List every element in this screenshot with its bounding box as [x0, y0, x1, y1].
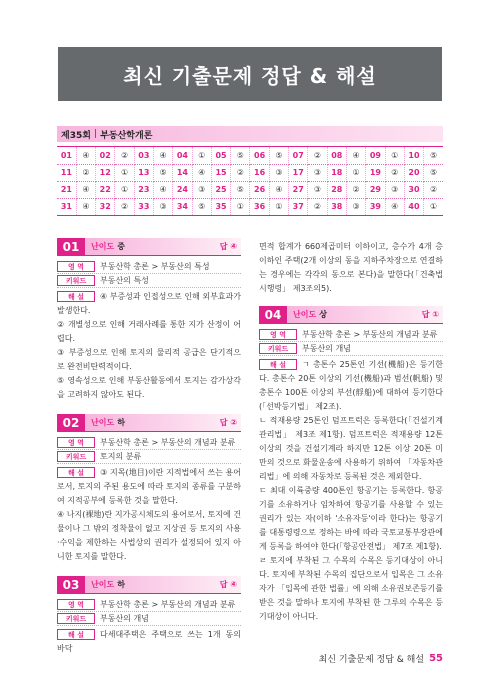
explain-text: ④ 부증성과 인접성으로 인해 외부효과가 발생한다. — [57, 292, 241, 315]
answer-cell: ② — [115, 198, 134, 215]
question-header-04 — [259, 306, 443, 324]
question-number-cell: 23 — [134, 181, 153, 198]
keyword-row — [57, 274, 241, 288]
question-number-cell: 19 — [366, 164, 385, 181]
keyword-tag: 키워드 — [57, 613, 95, 624]
difficulty: 난이도 하 — [91, 579, 125, 589]
explanation — [57, 290, 241, 402]
answer-cell: ① — [231, 198, 250, 215]
answer-sheet — [57, 126, 443, 216]
answer-cell: ③ — [153, 198, 172, 215]
answer-cell: ① — [192, 147, 211, 164]
question-number-cell: 06 — [250, 147, 269, 164]
difficulty: 난이도 하 — [91, 417, 125, 427]
explain-text: ③ 지목(地目)이란 지적법에서 쓰는 용어로서, 토지의 주된 용도에 따라 토지의 종류를 구분하여 지적공부에 등록한 것을 말한다. — [57, 468, 241, 505]
question-number: 03 — [57, 576, 85, 594]
question-number-cell: 40 — [404, 198, 423, 215]
answer-cell: ② — [308, 147, 327, 164]
answer-cell: ① — [269, 198, 288, 215]
answer-row — [57, 164, 443, 181]
answer-cell: ⑤ — [231, 181, 250, 198]
area-tag: 영 역 — [57, 599, 95, 610]
question-number-cell: 37 — [289, 198, 308, 215]
question-number: 01 — [57, 238, 85, 256]
keyword-value: 토지의 분류 — [100, 451, 142, 461]
question-number-cell: 29 — [366, 181, 385, 198]
question-number-cell: 03 — [134, 147, 153, 164]
question-number-cell: 01 — [57, 147, 76, 164]
question-number-cell: 27 — [289, 181, 308, 198]
area-row — [57, 598, 241, 612]
answer-cell: ② — [424, 181, 443, 198]
keyword-value: 부동산의 특성 — [100, 275, 149, 285]
explain-tag: 해 설 — [57, 291, 95, 302]
question-number-cell: 31 — [57, 198, 76, 215]
question-number-cell: 10 — [404, 147, 423, 164]
question-number-cell: 15 — [211, 164, 230, 181]
question-number-cell: 38 — [327, 198, 346, 215]
answer-cell: ② — [308, 198, 327, 215]
explain-text: 면적 합계가 660제곱미터 이하이고, 층수가 4개 층 이하인 주택(2개 이상의 동을 지하주차장으로 연결하는 경우에는 각각의 동으로 본다)을 말한다(「건축법 시행령」 제3조의5). — [259, 242, 443, 293]
keyword-value: 부동산의 개념 — [302, 343, 351, 353]
answer-cell: ③ — [385, 181, 404, 198]
question-number-cell: 35 — [211, 198, 230, 215]
page-number: 55 — [429, 653, 443, 664]
answer-cell: ③ — [192, 181, 211, 198]
left-column — [57, 238, 241, 656]
question-number-cell: 02 — [96, 147, 115, 164]
difficulty: 난이도 상 — [293, 309, 327, 319]
question-number-cell: 16 — [250, 164, 269, 181]
explain-text: ㄴ 적재용량 25톤인 덤프트럭은 등록한다(「건설기계관리법」 제3조 제1항). 덤프트럭은 적재용량 12톤 이상의 것을 건설기계라 하지만 12톤 이상 20톤 미만의 것으로 화물운송에 사용하기 위하여 「자동차관리법」에 의해 자동차로 등록된 것은 제외한다. — [259, 416, 443, 481]
question-number-cell: 30 — [404, 181, 423, 198]
explain-tag: 해 설 — [259, 359, 297, 370]
question-number-cell: 20 — [404, 164, 423, 181]
subject-label: 부동산학개론 — [100, 130, 153, 141]
answer-cell: ④ — [153, 181, 172, 198]
question-number-cell: 12 — [96, 164, 115, 181]
answer-cell: ④ — [346, 147, 365, 164]
question-number-cell: 17 — [289, 164, 308, 181]
question-number-cell: 28 — [327, 181, 346, 198]
explain-text: ㄹ 토지에 부착된 그 수목의 수목은 등기대상이 아니다. 토지에 부착된 수목의 집단으로서 입목은 그 소유자가 「입목에 관한 법률」에 의해 소유권보존등기를 받은 것을 말하나 토지에 부착된 한 그루의 수목은 등기대상이 아니다. — [259, 556, 443, 621]
question-number: 04 — [259, 306, 287, 324]
answer-cell: ④ — [76, 198, 95, 215]
answer-cell: ⑤ — [153, 164, 172, 181]
answer-cell: ① — [385, 147, 404, 164]
area-tag: 영 역 — [57, 437, 95, 448]
explain-tag: 해 설 — [57, 467, 95, 478]
answer-label: 답 ② — [219, 417, 237, 427]
question-number-cell: 24 — [173, 181, 192, 198]
explain-text: ③ 부증성으로 인해 토지의 물리적 공급은 단기적으로 완전비탄력적이다. — [57, 348, 241, 371]
question-number-cell: 04 — [173, 147, 192, 164]
explanation — [57, 628, 241, 656]
question-header-03 — [57, 576, 241, 594]
area-value: 부동산학 총론 > 부동산의 개념과 분류 — [302, 329, 438, 339]
area-tag: 영 역 — [259, 329, 297, 340]
answer-cell: ① — [346, 164, 365, 181]
answer-cell: ⑤ — [231, 147, 250, 164]
area-row — [57, 260, 241, 274]
explanation — [259, 358, 443, 624]
question-number-cell: 09 — [366, 147, 385, 164]
answer-grid — [57, 147, 443, 216]
question-header-01 — [57, 238, 241, 256]
answer-row — [57, 198, 443, 215]
session-label: 제35회 — [61, 130, 91, 141]
answer-row — [57, 181, 443, 198]
explain-text: ④ 나지(裸地)란 지가공시체도의 용어로서, 토지에 건물이나 그 밖의 정착물이 없고 지상권 등 토지의 사용·수익을 제한하는 사법상의 권리가 설정되어 있지 아니한 토지를 말한다. — [57, 510, 241, 561]
answer-label: 답 ④ — [219, 241, 237, 251]
question-number-cell: 07 — [289, 147, 308, 164]
area-value: 부동산학 총론 > 부동산의 개념과 분류 — [100, 437, 236, 447]
answer-cell: ⑤ — [424, 164, 443, 181]
answer-cell: ④ — [192, 164, 211, 181]
answer-cell: ② — [231, 164, 250, 181]
question-number-cell: 14 — [173, 164, 192, 181]
keyword-row — [259, 342, 443, 356]
answer-cell: ③ — [269, 164, 288, 181]
separator: | — [93, 129, 98, 139]
answer-label: 답 ① — [421, 309, 439, 319]
answer-cell: ② — [346, 181, 365, 198]
answer-row — [57, 147, 443, 164]
answer-cell: ④ — [269, 181, 288, 198]
area-value: 부동산학 총론 > 부동산의 개념과 분류 — [100, 599, 236, 609]
answer-cell: ③ — [308, 181, 327, 198]
explain-text: ② 개별성으로 인해 거래사례를 통한 지가 산정이 어렵다. — [57, 320, 241, 343]
explain-tag: 해 설 — [57, 629, 95, 640]
area-value: 부동산학 총론 > 부동산의 특성 — [100, 261, 210, 271]
question-number-cell: 33 — [134, 198, 153, 215]
explain-text: 다세대주택은 주택으로 쓰는 1개 동의 바닥 — [57, 630, 241, 653]
footer-label: 최신 기출문제 정답 & 해설 — [318, 655, 425, 665]
answer-cell: ④ — [153, 147, 172, 164]
explain-text: ㄱ 총톤수 25톤인 기선(機船)은 등기한다. 총톤수 20톤 이상의 기선(機船)과 범선(帆船) 및 총톤수 100톤 이상의 부선(艀船)에 대하여 등기한다(「선박등기법」 제2조). — [259, 360, 443, 411]
answer-cell: ① — [115, 164, 134, 181]
question-number-cell: 05 — [211, 147, 230, 164]
answer-cell: ⑤ — [192, 198, 211, 215]
answer-cell: ④ — [76, 147, 95, 164]
keyword-tag: 키워드 — [259, 343, 297, 354]
answer-cell: ① — [115, 181, 134, 198]
page-title-banner — [58, 47, 442, 101]
page-title: 최신 기출문제 정답 & 해설 — [123, 63, 377, 88]
answer-cell: ② — [76, 164, 95, 181]
question-number-cell: 25 — [211, 181, 230, 198]
question-number-cell: 32 — [96, 198, 115, 215]
keyword-value: 부동산의 개념 — [100, 613, 149, 623]
answer-cell: ⑤ — [269, 147, 288, 164]
explain-text: ㄷ 최대 이륙중량 400톤인 항공기는 등록한다. 항공기를 소유하거나 임차하여 항공기를 사용할 수 있는 권리가 있는 자(이하 '소유자등'이라 한다)는 항공기를 대통령령으로 정하는 바에 따라 국토교통부장관에게 등록을 하여야 한다(「항공안전법」 제7조 제1항). — [259, 486, 443, 551]
question-number-cell: 08 — [327, 147, 346, 164]
answer-cell: ① — [424, 198, 443, 215]
page-footer — [319, 652, 443, 665]
keyword-tag: 키워드 — [57, 451, 95, 462]
answer-cell: ④ — [76, 181, 95, 198]
answer-cell: ② — [385, 164, 404, 181]
explain-text: ⑤ 영속성으로 인해 부동산활동에서 토지는 감가상각을 고려하지 않아도 된다. — [57, 376, 241, 399]
question-number-cell: 26 — [250, 181, 269, 198]
question-number-cell: 21 — [57, 181, 76, 198]
keyword-tag: 키워드 — [57, 275, 95, 286]
question-number-cell: 11 — [57, 164, 76, 181]
question-number-cell: 39 — [366, 198, 385, 215]
keyword-row — [57, 450, 241, 464]
answer-cell: ② — [115, 147, 134, 164]
answer-label: 답 ④ — [219, 579, 237, 589]
area-row — [259, 328, 443, 342]
question-number-cell: 36 — [250, 198, 269, 215]
answer-cell: ⑤ — [424, 147, 443, 164]
answer-cell: ③ — [346, 198, 365, 215]
question-number-cell: 22 — [96, 181, 115, 198]
answer-cell: ③ — [308, 164, 327, 181]
answer-cell: ④ — [385, 198, 404, 215]
question-number-cell: 18 — [327, 164, 346, 181]
area-row — [57, 436, 241, 450]
question-number-cell: 34 — [173, 198, 192, 215]
explanation — [57, 466, 241, 564]
right-column — [259, 238, 443, 624]
question-number: 02 — [57, 414, 85, 432]
keyword-row — [57, 612, 241, 626]
question-header-02 — [57, 414, 241, 432]
area-tag: 영 역 — [57, 261, 95, 272]
question-number-cell: 13 — [134, 164, 153, 181]
answer-sheet-header — [57, 126, 443, 142]
continued-explanation — [259, 240, 443, 296]
difficulty: 난이도 중 — [91, 241, 125, 251]
